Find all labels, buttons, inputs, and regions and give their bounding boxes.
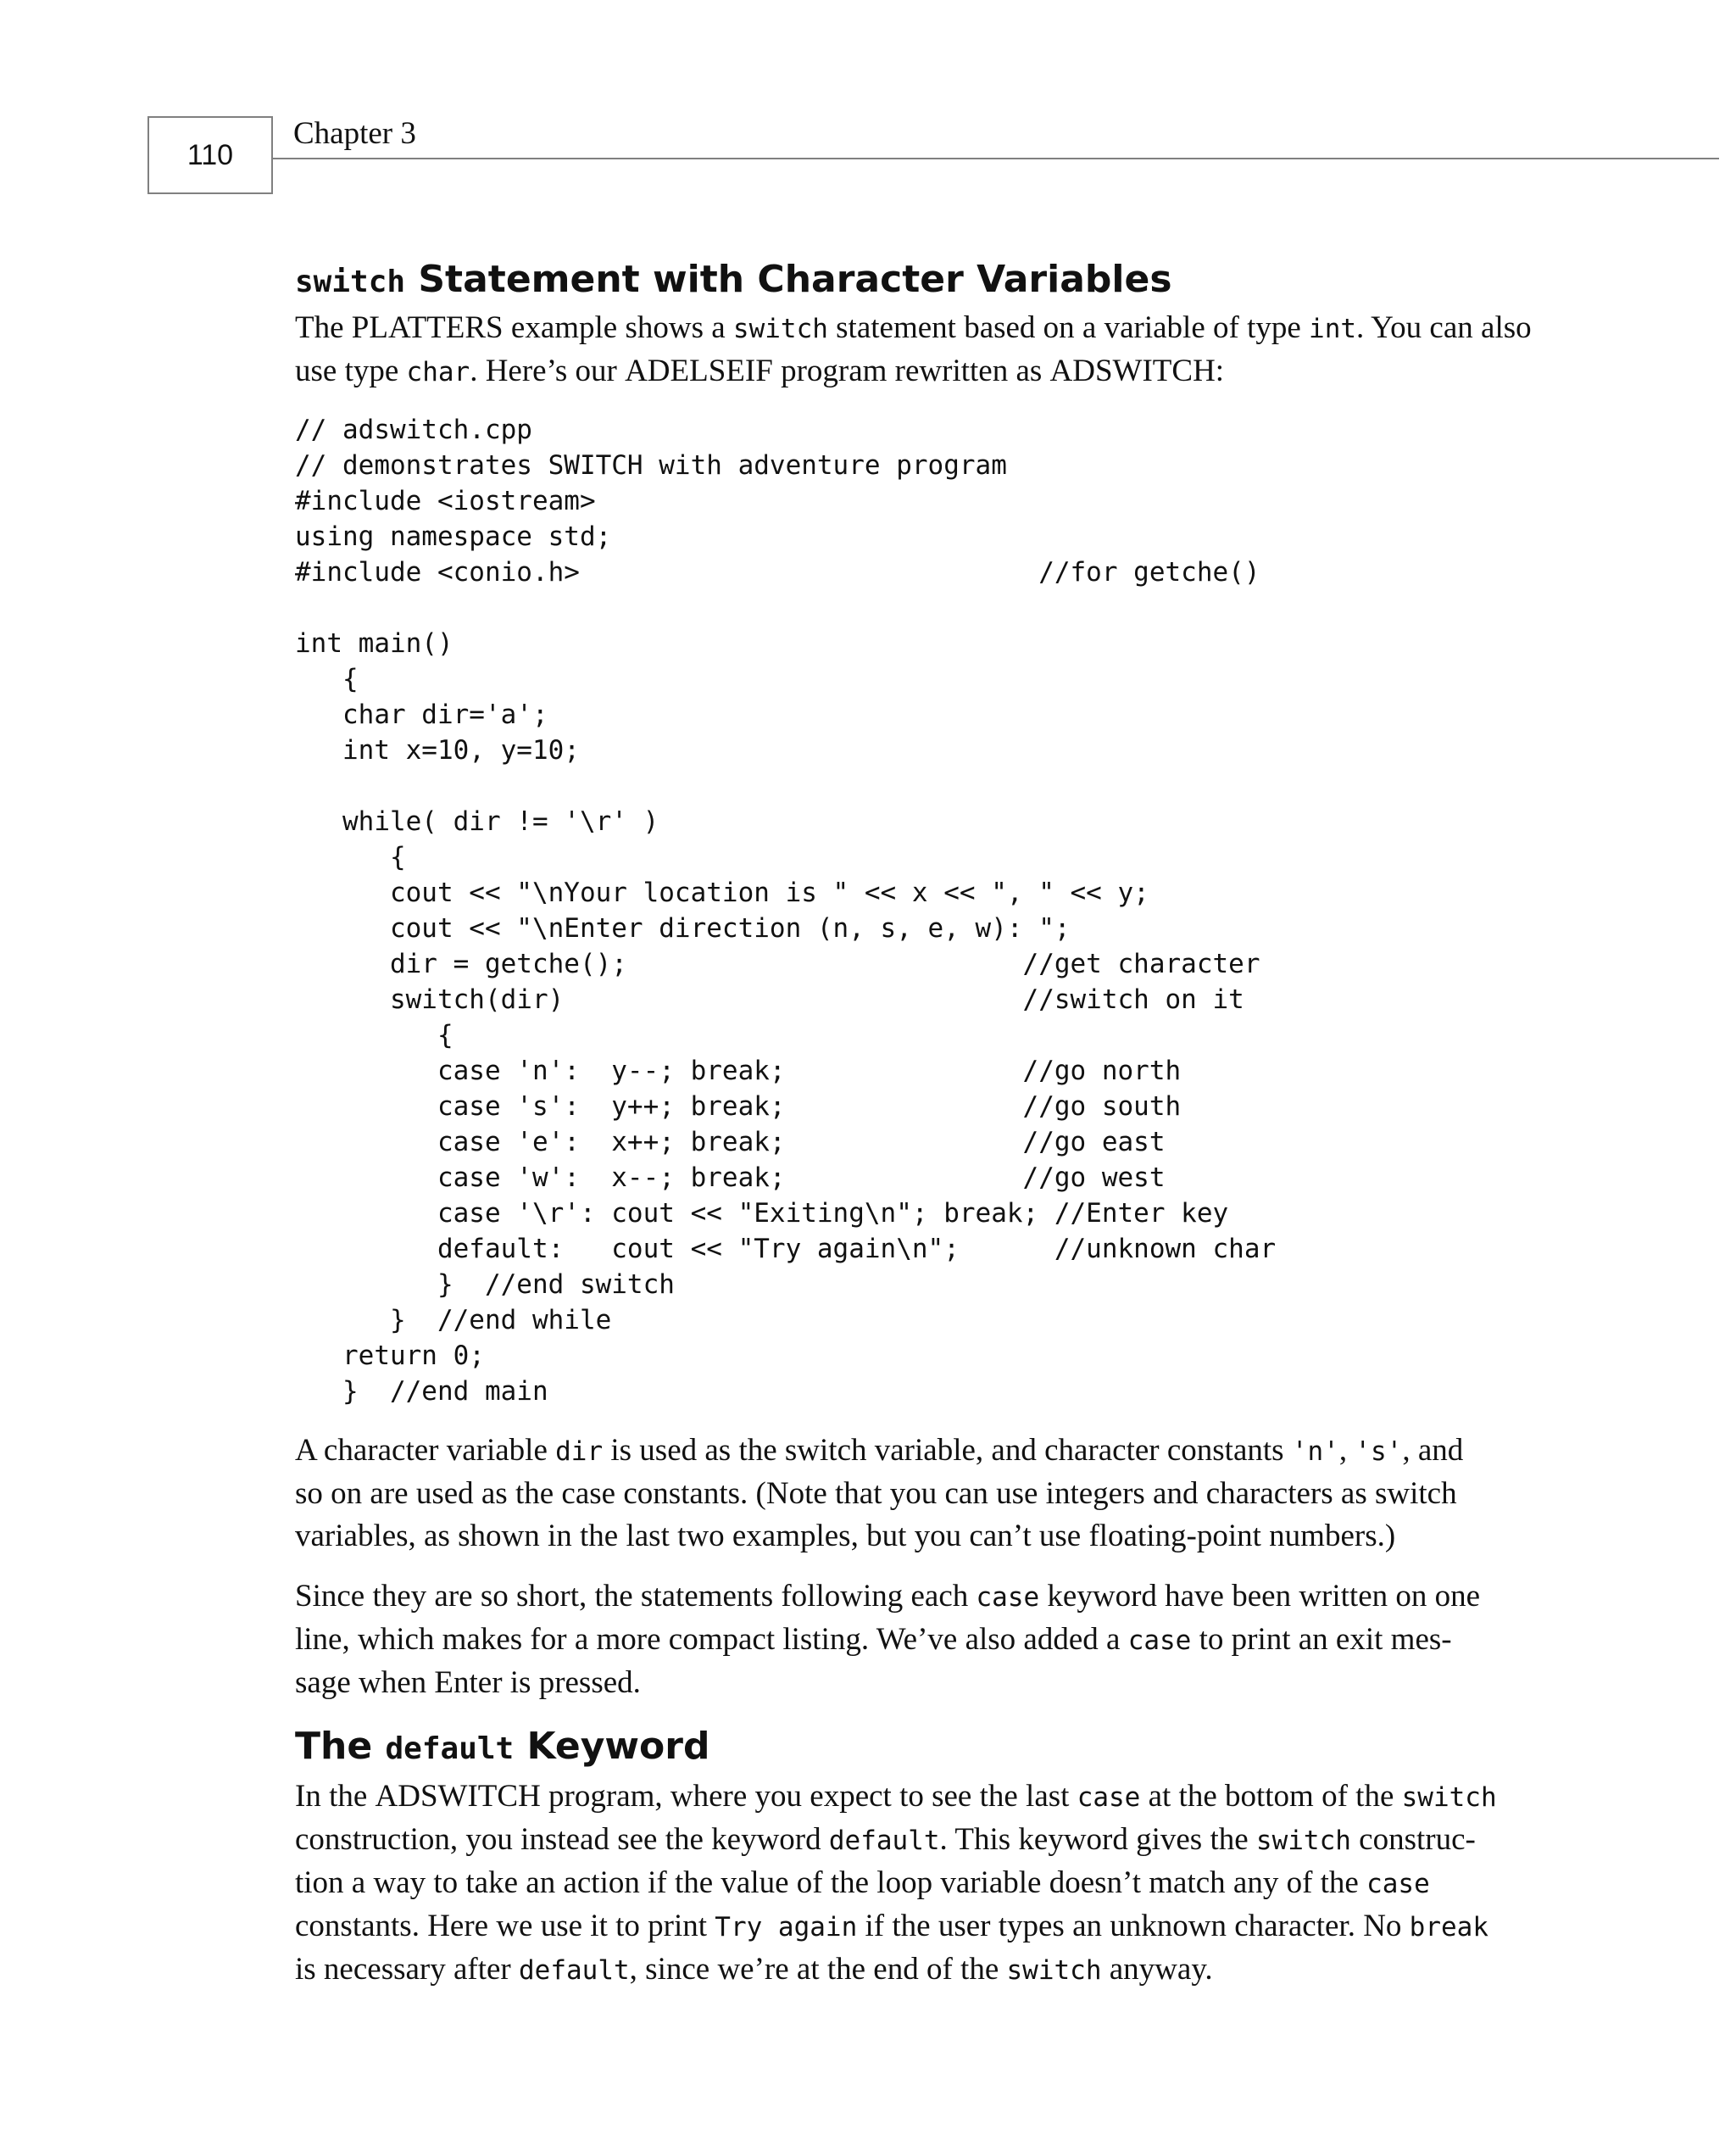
text-run: line, which makes for a more compact listing. We’ve also added a bbox=[295, 1622, 1128, 1657]
text-run: to print an exit mes- bbox=[1191, 1622, 1452, 1657]
code-line: cout << "\nEnter direction (n, s, e, w): "; bbox=[295, 913, 1071, 944]
code-line bbox=[295, 590, 1276, 626]
text-run: The bbox=[295, 310, 352, 345]
text-line: variables, as shown in the last two examples, but you can’t use floating-point numbers.) bbox=[295, 1519, 1396, 1553]
inline-code: 's' bbox=[1355, 1436, 1403, 1467]
text-run: tion a way to take an action if the value of the loop variable doesn’t match any of the bbox=[295, 1865, 1367, 1900]
code-line: return 0; bbox=[295, 1341, 485, 1371]
inline-code: Try again bbox=[715, 1912, 858, 1943]
text-line bbox=[295, 307, 1545, 350]
text-run: keyword have been written on one bbox=[1039, 1579, 1481, 1614]
code-line: case 'e': x++; break; //go east bbox=[295, 1127, 1166, 1157]
code-line: cout << "\nYour location is " << x << ", " << y; bbox=[295, 878, 1149, 908]
text-run: construction, you instead see the keyword bbox=[295, 1822, 829, 1857]
code-line: // adswitch.cpp bbox=[295, 415, 532, 445]
code-line: // demonstrates SWITCH with adventure program bbox=[295, 450, 1007, 481]
text-run: anyway. bbox=[1101, 1952, 1213, 1987]
text-line: so on are used as the case constants. (Note that you can use integers and characters as switch bbox=[295, 1476, 1457, 1511]
code-listing bbox=[295, 412, 1276, 1409]
code-line: int main() bbox=[295, 628, 453, 659]
inline-code: int bbox=[1309, 314, 1357, 344]
text-line bbox=[295, 1862, 1545, 1905]
code-line: { bbox=[295, 664, 359, 694]
text-line bbox=[295, 1619, 1545, 1662]
code-line: case '\r': cout << "Exiting\n"; break; //Enter key bbox=[295, 1198, 1229, 1229]
text-run: program, where you expect to see the last bbox=[540, 1779, 1077, 1814]
inline-code: default bbox=[828, 1825, 940, 1856]
text-run: In the bbox=[295, 1779, 376, 1814]
text-line bbox=[295, 1430, 1545, 1473]
body-paragraph-default bbox=[295, 1775, 1545, 1992]
text-run: A character variable bbox=[295, 1433, 556, 1468]
inline-code: switch bbox=[1401, 1782, 1497, 1813]
text-run: Since they are so short, the statements following each bbox=[295, 1579, 976, 1614]
text-run: is necessary after bbox=[295, 1952, 520, 1987]
body-paragraph-compact-listing bbox=[295, 1575, 1545, 1704]
code-line: { bbox=[295, 1020, 453, 1051]
text-line bbox=[295, 350, 1545, 393]
code-line: } //end switch bbox=[295, 1269, 675, 1300]
text-run: use type bbox=[295, 354, 407, 388]
text-run: if the user types an unknown character. No bbox=[857, 1909, 1410, 1943]
text-run: constants. Here we use it to print bbox=[295, 1909, 715, 1943]
code-line: while( dir != '\r' ) bbox=[295, 806, 659, 837]
text-run: construc- bbox=[1350, 1822, 1476, 1857]
code-line: switch(dir) //switch on it bbox=[295, 984, 1244, 1015]
section-heading-switch-char bbox=[295, 258, 1172, 301]
heading-text: Statement with Character Variables bbox=[405, 258, 1172, 301]
code-line: } //end while bbox=[295, 1305, 612, 1335]
page-number: 110 bbox=[147, 116, 273, 194]
inline-code: 'n' bbox=[1291, 1436, 1339, 1467]
code-line: case 's': y++; break; //go south bbox=[295, 1091, 1182, 1122]
text-run: . Here’s our bbox=[470, 354, 626, 388]
intro-paragraph bbox=[295, 307, 1545, 393]
text-line bbox=[295, 1905, 1545, 1948]
code-line: case 'w': x--; break; //go west bbox=[295, 1162, 1166, 1193]
text-line bbox=[295, 1948, 1545, 1992]
code-line: using namespace std; bbox=[295, 521, 612, 552]
text-run: . This keyword gives the bbox=[939, 1822, 1256, 1857]
inline-code: break bbox=[1409, 1912, 1488, 1943]
inline-code: case bbox=[1077, 1782, 1141, 1813]
text-run: , since we’re at the end of the bbox=[629, 1952, 1007, 1987]
section-heading-default-keyword bbox=[295, 1725, 709, 1768]
inline-code: case bbox=[976, 1582, 1040, 1613]
code-line: dir = getche(); //get character bbox=[295, 949, 1260, 979]
text-line bbox=[295, 1575, 1545, 1619]
code-line: { bbox=[295, 842, 406, 872]
text-run: : bbox=[1215, 354, 1225, 388]
heading-keyword: switch bbox=[295, 265, 406, 299]
program-name: ADSWITCH bbox=[1049, 354, 1216, 388]
body-paragraph-switch-variable bbox=[295, 1430, 1545, 1558]
text-line bbox=[295, 1775, 1545, 1819]
text-run: is used as the switch variable, and character constants bbox=[603, 1433, 1292, 1468]
inline-code: dir bbox=[555, 1436, 604, 1467]
header-rule bbox=[273, 158, 1719, 159]
text-run: at the bottom of the bbox=[1140, 1779, 1402, 1814]
code-line: char dir='a'; bbox=[295, 700, 548, 730]
text-run: statement based on a variable of type bbox=[827, 310, 1310, 345]
inline-code: case bbox=[1127, 1625, 1192, 1656]
text-run: example shows a bbox=[503, 310, 733, 345]
text-run: , bbox=[1338, 1433, 1355, 1468]
inline-code: default bbox=[519, 1955, 630, 1986]
code-line bbox=[295, 768, 1276, 804]
code-line: #include <conio.h> //for getche() bbox=[295, 557, 1260, 588]
code-line: #include <iostream> bbox=[295, 486, 596, 516]
inline-code: switch bbox=[1255, 1825, 1351, 1856]
code-line: default: cout << "Try again\n"; //unknown char bbox=[295, 1234, 1277, 1264]
heading-text: Keyword bbox=[514, 1725, 710, 1768]
running-head: Chapter 3 bbox=[293, 116, 416, 151]
text-run: . You can also bbox=[1356, 310, 1532, 345]
text-run: program rewritten as bbox=[772, 354, 1050, 388]
program-name: ADELSEIF bbox=[625, 354, 773, 388]
program-name: PLATTERS bbox=[351, 310, 504, 345]
inline-code: switch bbox=[1006, 1955, 1102, 1986]
inline-code: switch bbox=[732, 314, 828, 344]
text-line bbox=[295, 1819, 1545, 1862]
heading-keyword: default bbox=[385, 1731, 515, 1766]
text-line: sage when Enter is pressed. bbox=[295, 1665, 641, 1700]
heading-text: The bbox=[295, 1725, 386, 1768]
code-line: } //end main bbox=[295, 1376, 548, 1407]
code-line: case 'n': y--; break; //go north bbox=[295, 1056, 1182, 1086]
inline-code: case bbox=[1366, 1869, 1430, 1899]
text-run: , and bbox=[1402, 1433, 1464, 1468]
inline-code: char bbox=[406, 357, 470, 387]
program-name: ADSWITCH bbox=[375, 1779, 541, 1814]
code-line: int x=10, y=10; bbox=[295, 735, 580, 766]
